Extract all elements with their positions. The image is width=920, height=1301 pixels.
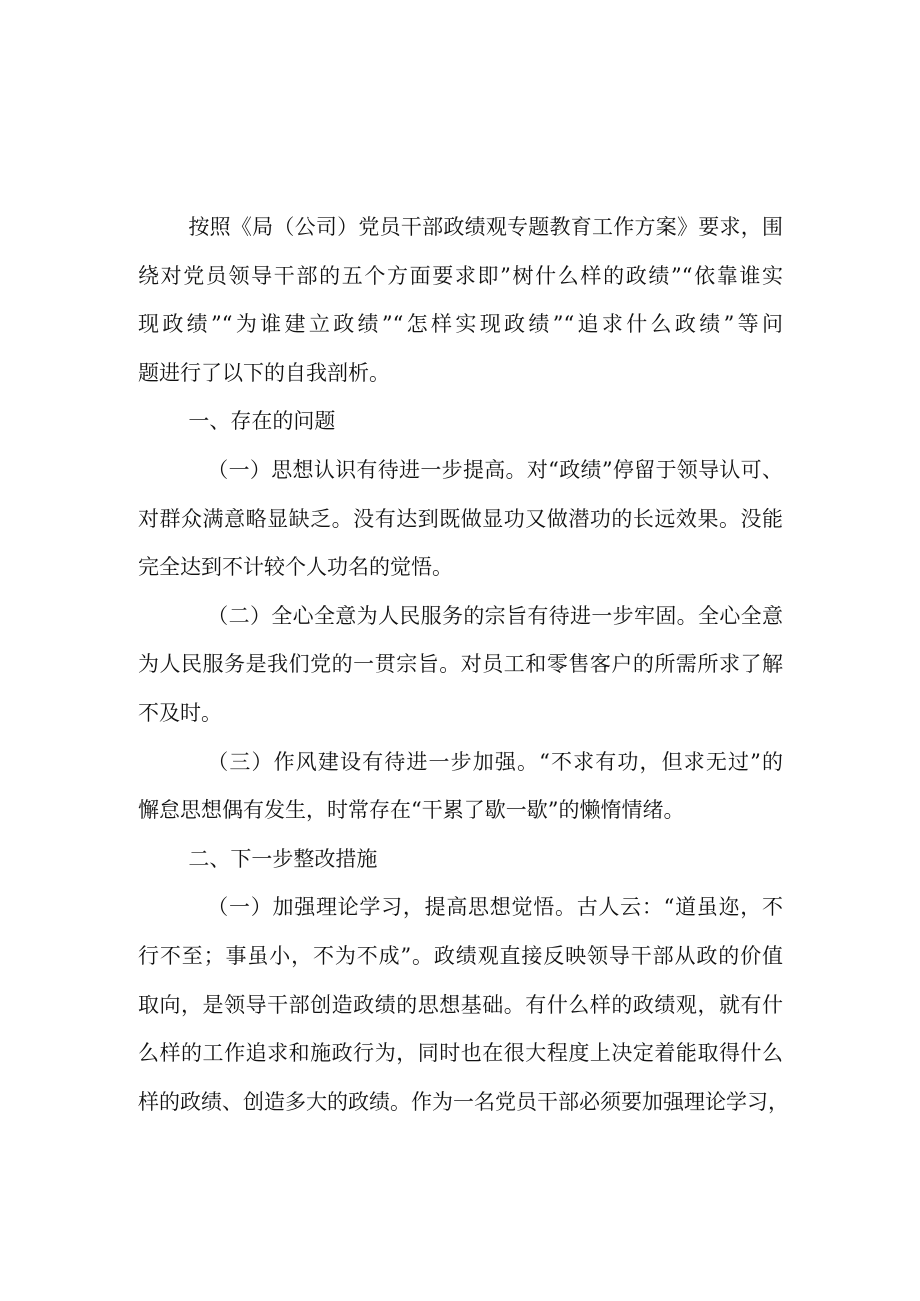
text-line: 绕对党员领导干部的五个方面要求即”树什么样的政绩”“依靠谁实 bbox=[138, 263, 783, 288]
problem-paragraph-3 bbox=[138, 738, 783, 835]
section-heading-text: 二、下一步整改措施 bbox=[188, 846, 378, 871]
intro-paragraph bbox=[138, 203, 783, 397]
text-line: 完全达到不计较个人功名的觉悟。 bbox=[138, 555, 453, 580]
text-line: 为人民服务是我们党的一贯宗旨。对员工和零售客户的所需所求了解 bbox=[138, 652, 783, 677]
text-line: （三）作风建设有待进一步加强。“不求有功，但求无过”的 bbox=[207, 749, 783, 774]
text-line: 题进行了以下的自我剖析。 bbox=[138, 360, 390, 385]
text-line: 样的政绩、创造多大的政绩。作为一名党员干部必须要加强理论学习， bbox=[138, 1089, 789, 1114]
text-line: 行不至；事虽小，不为不成”。政绩观直接反映领导干部从政的价值 bbox=[138, 943, 783, 968]
section-heading-text: 一、存在的问题 bbox=[188, 409, 336, 434]
text-line: 现政绩”“为谁建立政绩”“怎样实现政绩”“追求什么政绩”等问 bbox=[138, 312, 783, 337]
text-line: 不及时。 bbox=[138, 700, 222, 725]
text-line: 按照《局（公司）党员干部政绩观专题教育工作方案》要求，围 bbox=[188, 215, 783, 239]
section-heading-measures bbox=[138, 835, 783, 884]
problem-paragraph-2 bbox=[138, 592, 783, 738]
text-line: （一）思想认识有待进一步提高。对“政绩”停留于领导认可、 bbox=[207, 457, 783, 482]
text-line: 懈怠思想偶有发生，时常存在“干累了歇一歇”的懒惰情绪。 bbox=[138, 798, 685, 823]
text-line: 取向，是领导干部创造政绩的思想基础。有什么样的政绩观，就有什 bbox=[138, 992, 783, 1017]
problem-paragraph-1 bbox=[138, 446, 783, 592]
text-line: 么样的工作追求和施政行为，同时也在很大程度上决定着能取得什么 bbox=[138, 1041, 783, 1066]
text-line: 对群众满意略显缺乏。没有达到既做显功又做潜功的长远效果。没能 bbox=[138, 506, 783, 531]
document-body bbox=[138, 203, 789, 1126]
text-line: （二）全心全意为人民服务的宗旨有待进一步牢固。全心全意 bbox=[207, 603, 783, 628]
measure-paragraph-1 bbox=[138, 883, 789, 1126]
text-line: （一）加强理论学习，提高思想觉悟。古人云：“道虽迩，不 bbox=[207, 895, 783, 920]
section-heading-problems bbox=[138, 397, 783, 446]
